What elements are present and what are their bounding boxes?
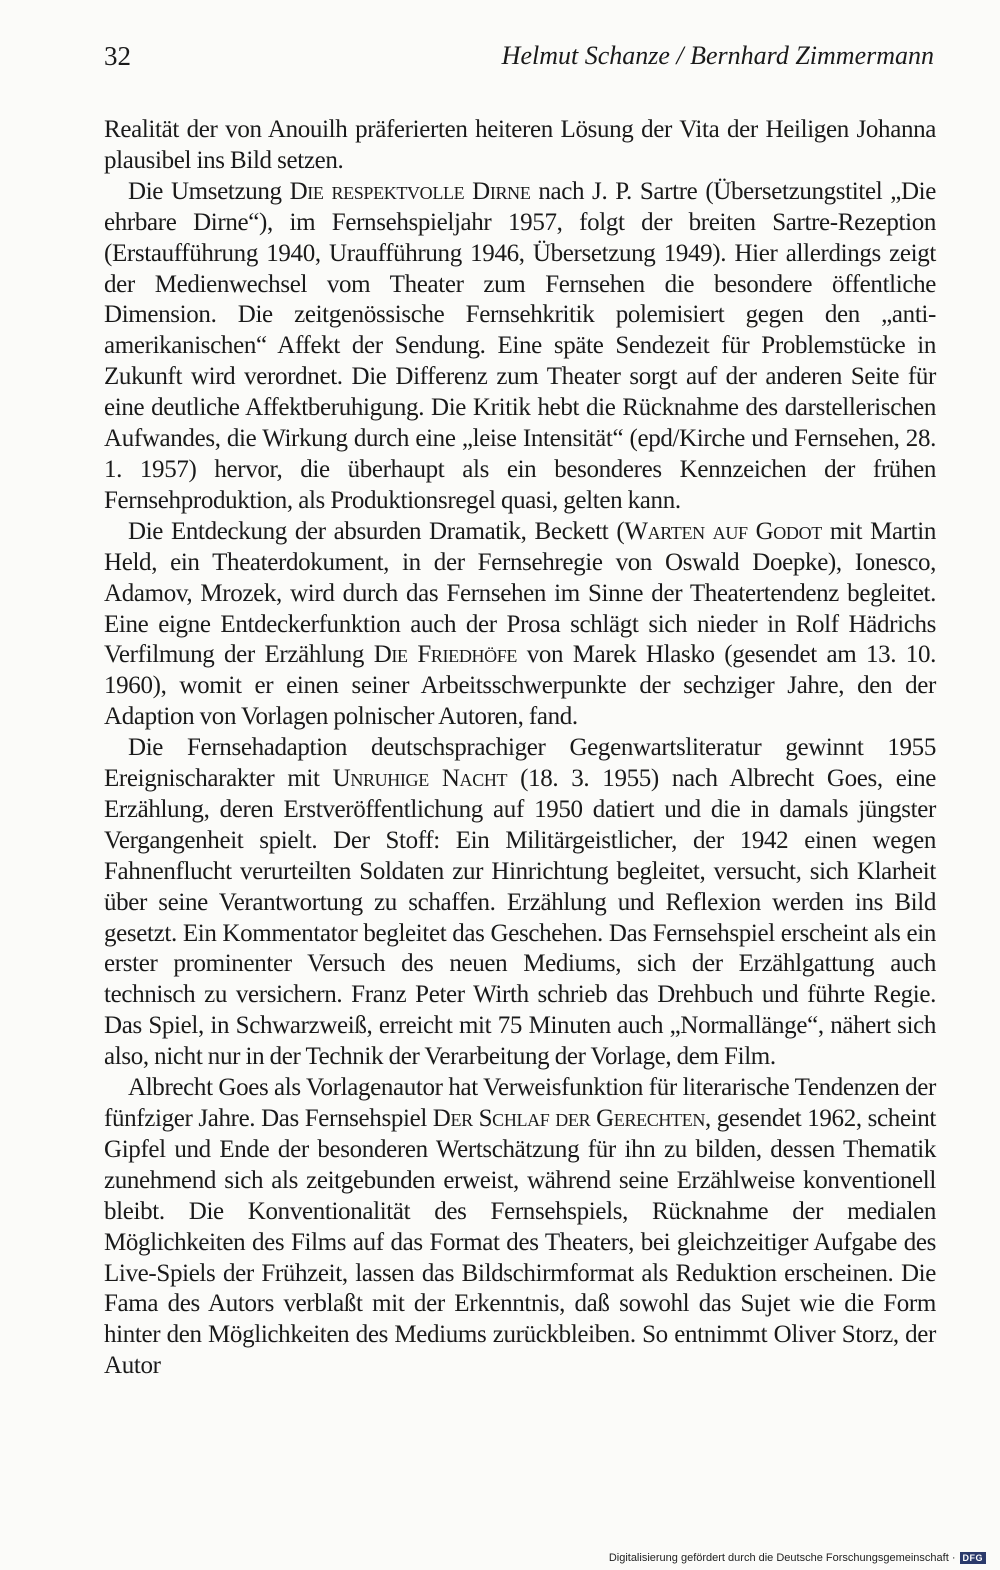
work-title: Warten auf Godot (624, 517, 822, 545)
work-title: Die Friedhöfe (373, 641, 518, 669)
text-run: Realität der von Anouilh präferierten heiteren Lösung der Vita der Heiligen Johanna plausibel ins Bild setzen. (104, 116, 936, 174)
text-run: von Marek Hlasko (gesendet am 13. 10. 1960), womit er einen seiner Arbeitsschwerpunkte der sechziger Jahre, den der Adaption von Vorlagen polnischer Autoren, fand. (104, 641, 936, 731)
paragraph-1 (104, 115, 936, 177)
digitization-footer (609, 1552, 986, 1564)
paragraph-5 (104, 1073, 936, 1382)
footer-text: Digitalisierung gefördert durch die Deutsche Forschungsgemeinschaft · (608, 1552, 956, 1564)
running-head: Helmut Schanze / Bernhard Zimmermann (501, 41, 934, 70)
text-run: Die Fernsehadaption deutschsprachiger Gegenwartsliteratur gewinnt 1955 Ereignischarakter mit (104, 734, 936, 793)
body-text (104, 115, 936, 1382)
text-run: Die Entdeckung der absurden Dramatik, Beckett ( (128, 517, 625, 545)
work-title: Die respektvolle Dirne (289, 177, 531, 205)
page-number: 32 (104, 41, 131, 71)
text-run: Die Umsetzung (128, 177, 290, 205)
text-run: Albrecht Goes als Vorlagenautor hat Verweisfunktion für literarische Tendenzen der fünfziger Jahre. Das Fernsehspiel (104, 1074, 936, 1132)
text-run: mit Martin Held, ein Theaterdokument, in der Fernsehregie von Oswald Doepke), Ionesco, Adamov, Mrozek, wird durch das Fernsehen im Sinne der Theatertendenz begleitet. Eine eigne Entdeckerfunktion auch der Prosa schlägt sich nieder in Rolf Hädrichs Verfilmung der Erzählung (104, 517, 937, 669)
work-title: Unruhige Nacht (332, 765, 508, 793)
text-run: nach J. P. Sartre (Übersetzungstitel „Die ehrbare Dirne“), im Fernsehspieljahr 1957, folgt der breiten Sartre-Rezeption (Erstaufführung 1940, Uraufführung 1946, Übersetzung 1949). Hier allerdings zeigt der Medienwechsel vom Theater zum Fernsehen die besondere öffentliche Dimension. Die zeitgenössische Fernsehkritik polemisiert gegen den „anti-amerikanischen“ Affekt der Sendung. Eine späte Sendezeit für Problemstücke in Zukunft wird verordnet. Die Differenz zum Theater sorgt auf der anderen Seite für eine deutliche Affektberuhigung. Die Kritik hebt die Rücknahme des darstellerischen Aufwandes, die Wirkung durch eine „leise Intensität“ (epd/Kirche und Fernsehen, 28. 1. 1957) hervor, die überhaupt als ein besonderes Kennzeichen der frühen Fernsehproduktion, als Produktionsregel quasi, gelten kann. (104, 177, 936, 514)
page-header (104, 38, 934, 78)
paragraph-4 (104, 733, 936, 1073)
work-title: Der Schlaf der Gerechten (432, 1105, 705, 1132)
text-run: (18. 3. 1955) nach Albrecht Goes, eine Erzählung, deren Erstveröffentlichung auf 1950 datiert und die in damals jüngster Vergangenheit spielt. Der Stoff: Ein Militärgeistlicher, der 1942 einen wegen Fahnenflucht verurteilten Soldaten zur Hinrichtung begleitet, versucht, sich Klarheit über seine Verantwortung zu schaffen. Erzählung und Reflexion werden ins Bild gesetzt. Ein Kommentator begleitet das Geschehen. Das Fernsehspiel erscheint als ein erster prominenter Versuch des neuen Mediums, sich der Erzählgattung auch technisch zu versichern. Franz Peter Wirth schrieb das Drehbuch und führte Regie. Das Spiel, in Schwarzweiß, erreicht mit 75 Minuten auch „Normallänge“, nähert sich also, nicht nur in der Technik der Verarbeitung der Vorlage, dem Film. (104, 765, 937, 1071)
text-run: , gesendet 1962, scheint Gipfel und Ende der besonderen Wertschätzung für ihn zu bilden, dessen Thematik zunehmend sich als zeitgebunden erweist, während seine Erzählweise konventionell bleibt. Die Konventionalität des Fernsehspiels, Rücknahme der medialen Möglichkeiten des Films auf das Format des Theaters, bei gleichzeitiger Aufgabe des Live-Spiels der Frühzeit, lassen das Bildschirmformat als Reduktion erscheinen. Die Fama des Autors verblaßt mit der Erkenntnis, daß sowohl das Sujet wie die Form hinter den Möglichkeiten des Mediums zurückbleiben. So entnimmt Oliver Storz, der Autor (104, 1105, 936, 1380)
paragraph-3 (104, 517, 936, 733)
dfg-logo: DFG (960, 1552, 987, 1564)
paragraph-2 (104, 177, 936, 517)
